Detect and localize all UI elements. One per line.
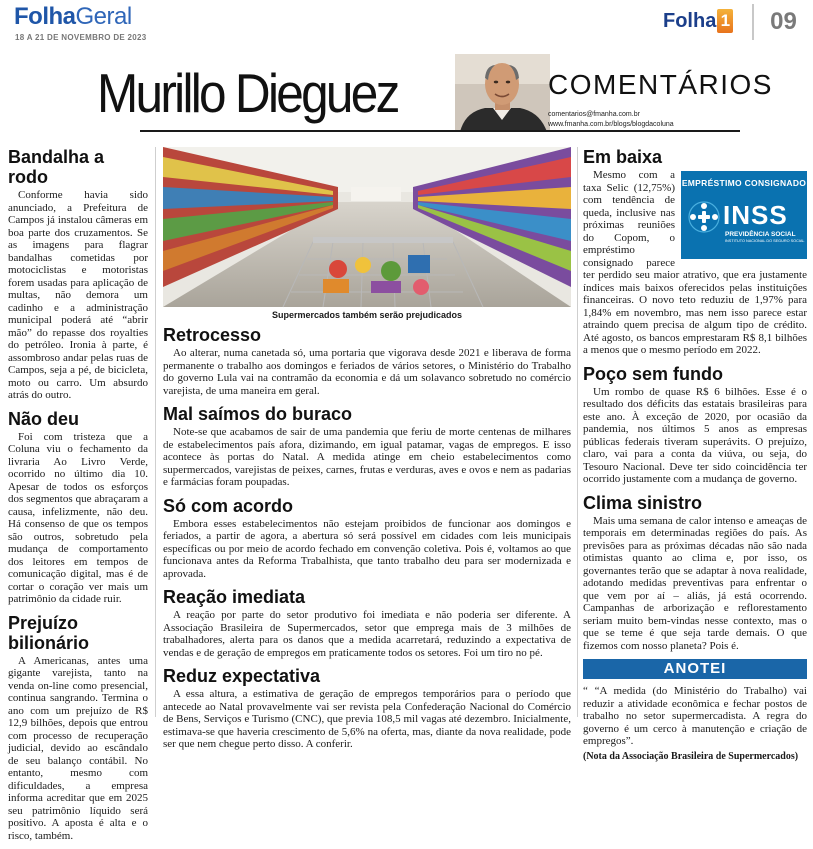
inss-image bbox=[681, 171, 807, 259]
article bbox=[163, 325, 571, 397]
inss-name: INSS bbox=[723, 200, 788, 230]
contact-website: www.fmanha.com.br/blogs/blogdacoluna bbox=[548, 121, 674, 128]
article-body: A reação por parte do setor produtivo foi imediata e não poderia ser diferente. A Associação Brasileira de Supermercados, setor que emprega mais de 3 milhões de trabalhadores, alerta para os danos que a medida acarretará, reduzindo a expectativa de vendas e de geração de empregos em praticamente todos os setores. Foi um tiro no pé. bbox=[163, 609, 571, 659]
article-title: Só com acordo bbox=[163, 495, 294, 516]
article bbox=[163, 404, 571, 489]
article bbox=[8, 613, 148, 843]
author-photo bbox=[455, 54, 550, 132]
section-brand bbox=[14, 4, 132, 30]
supermarket-aisle-image bbox=[163, 147, 571, 307]
page-number: 09 bbox=[752, 4, 813, 40]
article bbox=[583, 364, 807, 486]
article-body: Mesmo com a taxa Selic (12,75%) com tendência de queda, inclusive nas próximas reuniões do Copom, o empréstimo consignado parece ter perdido seu maior atrativo, que era justamente índices mais baixos oferecidos pelas instituições financeiras. O novo teto reduziu de 1,97% para 1,84% em novembro, mas nem isso parece estar atraindo quem precisa de algum tipo de crédito. Até agosto, os bancos emprestaram R$ 8,1 bilhões a menos que o mesmo período em 2022. bbox=[583, 169, 807, 356]
article-title: Retrocesso bbox=[163, 325, 262, 345]
supermarket-photo bbox=[163, 147, 571, 307]
contact-info bbox=[548, 110, 674, 130]
article-body: Um rombo de quase R$ 6 bilhões. Esse é o resultado dos déficits das estatais brasileiras para este ano. À exceção de 2020, por ocasião da pandemia, nos últimos 5 anos as empresas públicas federais tiveram superávits. O prejuízo, claro, vai para a conta da viúva, ou seja, do Tesouro Nacional. Deve ter sido coincidência ter ocorrido justamente com a mudança de governo. bbox=[583, 385, 807, 485]
article bbox=[8, 147, 148, 402]
column-title: COMENTÁRIOS bbox=[548, 69, 773, 100]
article bbox=[163, 496, 571, 581]
article bbox=[583, 493, 807, 653]
article-title: Reação imediata bbox=[163, 587, 306, 607]
article-body: Foi com tristeza que a Coluna viu o fechamento da livraria Ao Livro Verde, ocorrido no último dia 10. Apesar de todos os esforços dos segmentos que abraçaram a causa, infelizmente, não deu. Há consenso de que os tempos são outros, sobretudo pela mudança de comportamento dos leitores em tempos de comunicação digital, mas é de cortar o coração ver mais um patrimônio da cidade ruir. bbox=[8, 430, 148, 605]
contact-email: comentarios@fmanha.com.br bbox=[548, 111, 640, 118]
article-title: Não deu bbox=[8, 408, 80, 429]
folha-logo bbox=[663, 9, 733, 33]
anotei-heading: ANOTEI bbox=[583, 659, 807, 679]
article-title: Em baixa bbox=[583, 147, 663, 167]
article-body: Note-se que acabamos de sair de uma pandemia que feriu de morte centenas de milhares de estabelecimentos país afora, dizimando, em igual patamar, vagas de empregos. E isso acontece às portas do Natal. A medida atinge em cheio estabelecimentos como supermercados, varejistas de peixes, carnes, frutas e verduras, aves e ovos e nem as padarias e farmácias foram poupadas. bbox=[163, 426, 571, 488]
column-header bbox=[0, 54, 813, 144]
article bbox=[8, 409, 148, 606]
article-body: Embora esses estabelecimentos não estejam proibidos de funcionar aos domingos e feriados, a partir de agora, a abertura só será possível em cidades com leis municipais específicas ou por meio de acordo fechado em convenção coletiva. Pois é, voltamos ao que funcionava antes da Reforma Trabalhista, que tanto trabalho deu para ser modernizada e aprovada. bbox=[163, 517, 571, 580]
article bbox=[163, 587, 571, 659]
author-portrait-image bbox=[455, 54, 550, 132]
logo-text: Folha bbox=[663, 9, 717, 32]
article-title: Reduz expectativa bbox=[163, 666, 321, 686]
column-divider bbox=[577, 147, 578, 717]
article-body: Conforme havia sido anunciado, a Prefeitura de Campos já instalou câmeras em boa parte dos cruzamentos. Se as imagens para flagrar bandalhas cometidas por motociclistas e motoristas forem usadas para aplicação de multas, não demora um cadinho e a administração municipal poderá até “abrir mão” do repasse dos royalties do petróleo. Ironia à parte, é assombroso andar pelas ruas de Campos, seja a pé, de bicicleta, moto ou carro. Um absurdo atrás do outro. bbox=[8, 189, 148, 401]
left-column bbox=[8, 147, 148, 849]
masthead bbox=[0, 0, 813, 54]
article-title: Clima sinistro bbox=[583, 492, 703, 513]
article-body: Ao alterar, numa canetada só, uma portaria que vigorava desde 2021 e liberava de forma permanente o trabalho aos domingos e feriados de vários setores, o Ministério do Trabalho do governo Lula vai na contramão da economia e dá um solavanco sobretudo no comércio varejista, de uma maneira em geral. bbox=[163, 347, 571, 397]
article-title: Poço sem fundo bbox=[583, 363, 724, 384]
photo-caption: Supermercados também serão prejudicados bbox=[271, 310, 463, 320]
inss-subtitle: PREVIDÊNCIA SOCIAL bbox=[725, 231, 796, 238]
article-title: Prejuízo bilionário bbox=[8, 612, 89, 653]
right-column bbox=[583, 147, 807, 762]
article-title: Bandalha a rodo bbox=[8, 147, 105, 187]
article-title: Mal saímos do buraco bbox=[163, 404, 353, 424]
inss-small-text: INSTITUTO NACIONAL DO SEGURO SOCIAL bbox=[725, 239, 805, 243]
brand-geral: Geral bbox=[75, 3, 132, 30]
anotei-source: (Nota da Associação Brasileira de Supermercados) bbox=[583, 750, 799, 762]
inss-top-text: EMPRÉSTIMO CONSIGNADO bbox=[681, 178, 807, 188]
edition-date: 18 A 21 DE NOVEMBRO DE 2023 bbox=[15, 33, 147, 42]
anotei-quote: “ “A medida (do Ministério do Trabalho) vai reduzir a atividade econômica e fechar postos de trabalho no setor supermercadista. A regra do governo é um cerco à manutenção e criação de empregos”. bbox=[583, 685, 807, 747]
article bbox=[583, 147, 807, 357]
header-rule bbox=[140, 130, 740, 132]
middle-column bbox=[163, 147, 571, 758]
logo-mark: 1 bbox=[717, 9, 733, 33]
article-body: A Americanas, antes uma gigante varejista, tanto na venda on-line como presencial, continua sangrando. Termina o ano com um prejuízo de R$ 12,9 bilhões, depois que entrou com processo de recuperação judicial, devido ao escândalo de seu balanço contábil. No entanto, mesmo com dificuldades, a empresa informa acreditar que em 2025 seu patrimônio líquido será positivo. A aposta é alta e o risco, também. bbox=[8, 654, 148, 842]
brand-folha: Folha bbox=[14, 3, 76, 30]
article bbox=[163, 666, 571, 751]
column-divider bbox=[155, 147, 156, 717]
inss-logo-icon bbox=[687, 200, 721, 234]
inss-image-wrapper bbox=[681, 171, 807, 259]
author-name: Murillo Dieguez bbox=[97, 62, 398, 124]
article-body: Mais uma semana de calor intenso e ameaças de temporais em determinadas regiões do país. As previsões para as próximas décadas não são nada otimistas quanto ao clima e, por isso, os governantes terão que se adaptar à nova realidade, adotando medidas preventivas para enfrentar o que vem por aí – aliás, já está ocorrendo. Campanhas de arborização e reflorestamento seriam muito bem-vindas nesse contexto, mas o que se teme é que seja tarde demais. O que fizemos com nosso planeta? Pois é. bbox=[583, 514, 807, 652]
article-body: A essa altura, a estimativa de geração de empregos temporários para o período que antecede ao Natal provavelmente vai ser revista pela Confederação Nacional do Comércio de Bens, Serviços e Turismo (CNC), que previa 108,5 mil vagas até dezembro. Inicialmente, estimava-se que haveria crescimento de 5,6% na oferta, mas, diante da nova realidade, pode ser que nem chegue perto disso. A conferir. bbox=[163, 688, 571, 750]
